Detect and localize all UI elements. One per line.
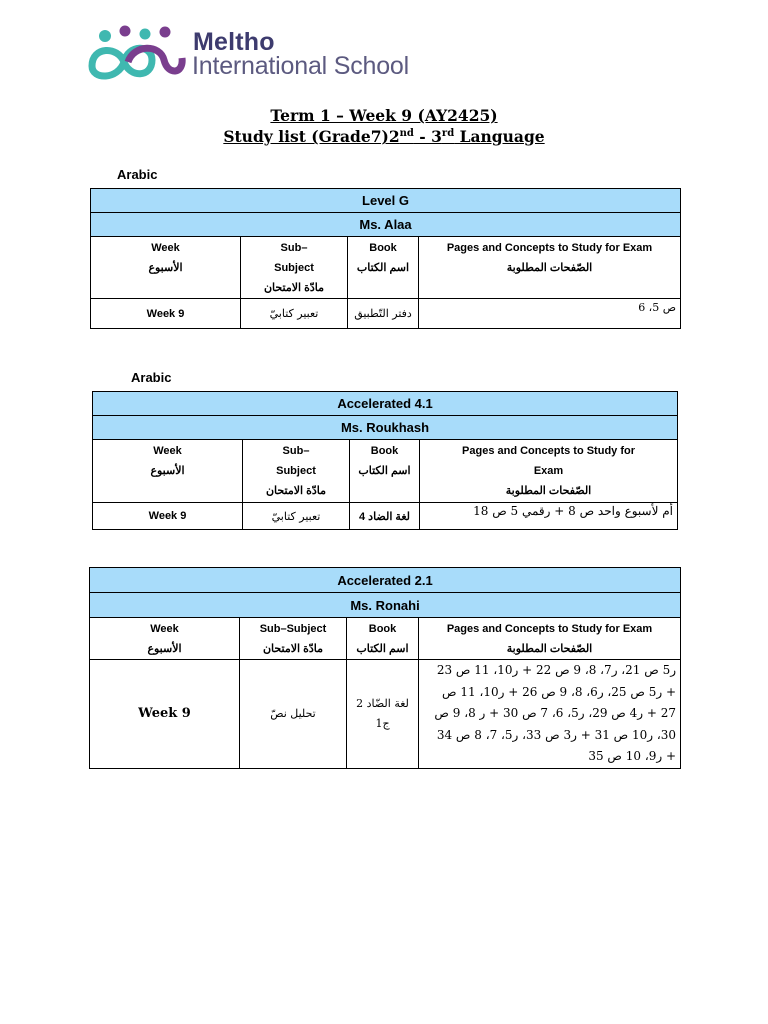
school-logo (88, 22, 408, 84)
teacher-header: Ms. Ronahi (90, 593, 681, 618)
pages-line: + ر9، 10 ص 35 (588, 749, 677, 763)
logo-subtitle: International School (192, 52, 409, 80)
col-pages: Pages and Concepts to Study for Exam الصّفحات المطلوبة (419, 237, 681, 299)
table-row (93, 503, 678, 530)
study-table-accelerated-4-1 (92, 391, 678, 530)
pages-line: ر5 ص 21، ر7، 8، 9 ص 22 + ر10، 11 ص 23 (436, 663, 677, 677)
cell-pages: ص 5، 6 (419, 299, 681, 329)
teacher-header: Ms. Alaa (91, 213, 681, 237)
col-book: Book اسم الكتاب (347, 618, 419, 660)
level-header: Accelerated 4.1 (93, 392, 678, 416)
section-label-arabic: Arabic (117, 167, 158, 182)
col-week: Week الأسبوع (93, 440, 243, 503)
col-pages: Pages and Concepts to Study for Exam الصّفحات المطلوبة (420, 440, 678, 503)
cell-book: لغة الضّاد 2 ج1 (347, 660, 419, 769)
col-subject: Sub– Subject مادّة الامتحان (243, 440, 350, 503)
cell-week: Week 9 (90, 660, 240, 769)
document-title-line1: Term 1 – Week 9 (AY2425) (270, 106, 498, 125)
col-book: Book اسم الكتاب (348, 237, 419, 299)
cell-pages (419, 660, 681, 769)
document-title-line2: Study list (Grade7)2nd - 3rd Language (223, 127, 545, 146)
cell-subject: تعبير كتابيّ (243, 503, 350, 530)
cell-book: دفتر التّطبيق (348, 299, 419, 329)
pages-line: 30، ر10 ص 31 + ر3 ص 33، ر5، 7، 8 ص 34 (436, 727, 677, 742)
col-subject: Sub– Subject مادّة الامتحان (241, 237, 348, 299)
study-table-accelerated-2-1 (89, 567, 681, 769)
col-book: Book اسم الكتاب (350, 440, 420, 503)
cell-subject: تحليل نصّ (240, 660, 347, 769)
level-header: Level G (91, 189, 681, 213)
level-header: Accelerated 2.1 (90, 568, 681, 593)
cell-pages: أم لأسبوع واحد ص 8 + رقمي 5 ص 18 (420, 503, 678, 530)
study-table-level-g (90, 188, 681, 329)
cell-subject: تعبير كتابيّ (241, 299, 348, 329)
section-label-arabic: Arabic (131, 370, 172, 385)
cell-week: Week 9 (91, 299, 241, 329)
cell-week: Week 9 (93, 503, 243, 530)
table-row (90, 660, 681, 769)
logo-name: Meltho (193, 28, 275, 56)
col-week: Week الأسبوع (91, 237, 241, 299)
logo-mark-icon (88, 22, 186, 82)
col-week: Week الأسبوع (90, 618, 240, 660)
teacher-header: Ms. Roukhash (93, 416, 678, 440)
table-row (91, 299, 681, 329)
pages-line: + ر5 ص 25، ر6، 8، 9 ص 26 + ر10، 11 ص (442, 684, 677, 699)
col-pages: Pages and Concepts to Study for Exam الصّفحات المطلوبة (419, 618, 681, 660)
pages-line: 27 + ر4 ص 29، ر5، 6، 7 ص 30 + ر 8، 9 ص (434, 706, 677, 720)
col-subject: Sub–Subject مادّة الامتحان (240, 618, 347, 660)
cell-book: لغة الضاد 4 (350, 503, 420, 530)
